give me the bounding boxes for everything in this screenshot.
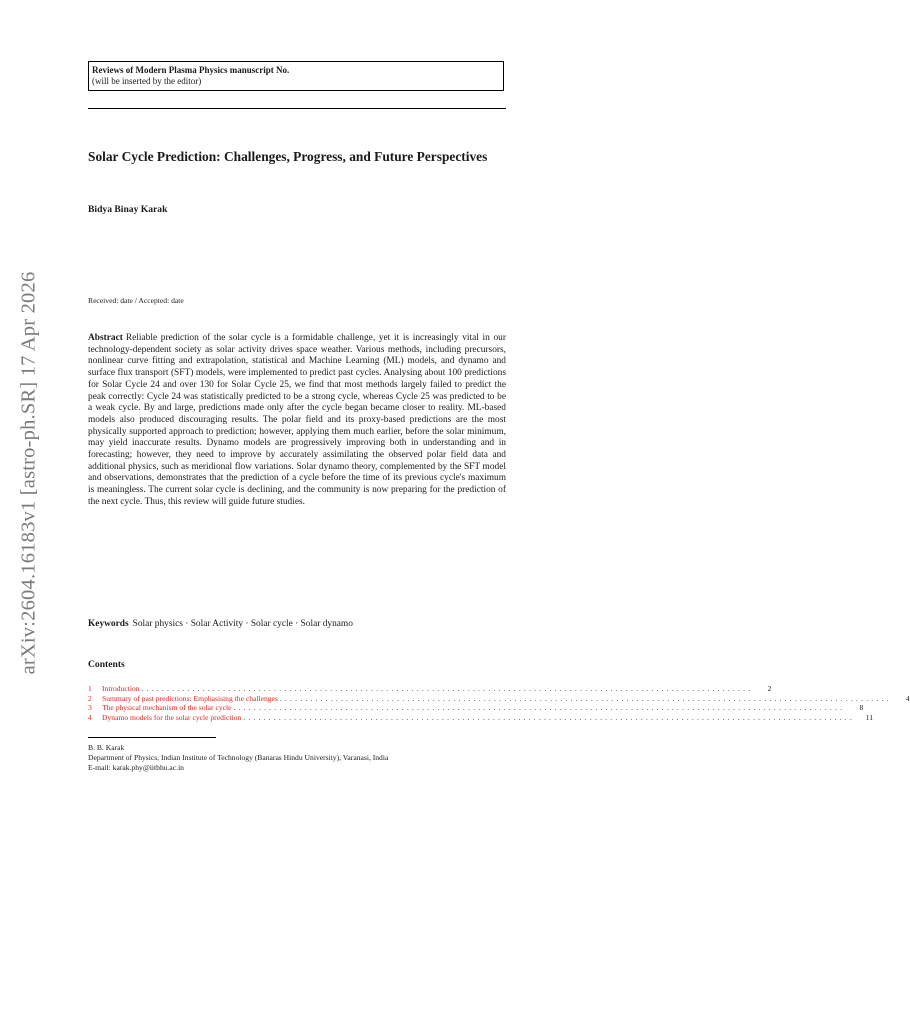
toc-entry[interactable] (88, 703, 864, 713)
toc-entry-page[interactable]: 11 (865, 713, 873, 723)
toc-leader-dots: ........................................................................................................................ (141, 684, 754, 693)
toc-entry-page[interactable]: 8 (859, 703, 864, 713)
toc-entry-number: 4 (88, 713, 92, 723)
author-name: Bidya Binay Karak (88, 204, 168, 215)
abstract (88, 333, 506, 509)
toc-entry-title[interactable]: Summary of past predictions: Emphasising the challenges (102, 693, 278, 703)
keywords-label: Keywords (88, 619, 129, 629)
footnote-author: B. B. Karak (88, 743, 125, 752)
toc-entry-number: 3 (88, 703, 92, 713)
toc-leader-dots: ........................................................................................................................ (233, 703, 846, 713)
toc-entry-title[interactable]: Introduction (102, 684, 140, 693)
toc-leader-dots: ........................................................................................................................ (279, 693, 892, 703)
toc-entry-page[interactable]: 2 (767, 684, 772, 693)
arxiv-stamp (14, 264, 44, 682)
paper-title: Solar Cycle Prediction: Challenges, Progress, and Future Perspectives (88, 149, 488, 164)
toc-leader-dots: ........................................................................................................................ (243, 713, 855, 723)
contents-heading: Contents (88, 659, 125, 670)
toc-entry-title[interactable]: Dynamo models for the solar cycle prediction (102, 713, 242, 723)
header-rule (88, 108, 506, 109)
toc-entry-number: 1 (88, 684, 92, 693)
toc-entry-number: 2 (88, 693, 92, 703)
toc-entry-title[interactable]: The physical mechanism of the solar cycle (102, 703, 232, 713)
abstract-text: Reliable prediction of the solar cycle is a formidable challenge, yet it is increasingly vital in our technology-dependent society as solar activity drives space weather. Various methods, including precursors, nonlinear curve fitting and extrapolation, statistical and Machine Learning (ML) models, and dynamo and surface flux transport (SFT) models, were implemented to predict past cycles. Analysing about 100 predictions for Solar Cycle 24 and over 130 for Solar Cycle 25, we find that most methods largely failed to predict the peak correctly: Cycle 24 was statistically predicted to be a strong cycle, whereas Cycle 25 was predicted to be a weak cycle. By and large, predictions made only after the cycle began became closer to reality. ML-based models also produced discouraging results. The polar field and its proxy-based predictions are the most physically supported approach to prediction; however, applying them much earlier, before the solar minimum, may yield inaccurate results. Dynamo models are progressively improving both in understanding and in forecasting; however, they need to improve by accurately assimilating the observed polar field data and additional physics, such as meridional flow variations. Solar dynamo theory, complemented by the SFT model and observations, demonstrates that the prediction of a cycle before the time of its previous cycle's maximum is meaningless. The current solar cycle is declining, and the community is now preparing for the prediction of the next cycle. Thus, this review will guide future studies. (88, 333, 506, 507)
footnote-affiliation: Department of Physics, Indian Institute of Technology (Banaras Hindu University), Varanasi, India (88, 752, 389, 762)
editor-note: (will be inserted by the editor) (92, 76, 202, 86)
author-footnote (88, 743, 508, 772)
table-of-contents (88, 684, 910, 723)
journal-header-box (88, 61, 504, 91)
toc-entry[interactable] (88, 693, 910, 704)
keywords (88, 618, 506, 630)
toc-entry[interactable] (88, 684, 772, 694)
footnote-rule (88, 737, 216, 738)
received-date: Received: date / Accepted: date (88, 296, 184, 305)
toc-entry[interactable] (88, 713, 873, 723)
journal-name: Reviews of Modern Plasma Physics manuscript No. (92, 65, 290, 75)
arxiv-identifier: arXiv:2604.16183v1 [astro-ph.SR] 17 Apr 2026 (17, 271, 40, 675)
toc-entry-page[interactable]: 4 (905, 693, 910, 703)
footnote-email[interactable]: E-mail: karak.phy@iitbhu.ac.in (88, 762, 184, 772)
keywords-text: Solar physics · Solar Activity · Solar cycle · Solar dynamo (132, 619, 353, 629)
abstract-label: Abstract (88, 333, 123, 343)
